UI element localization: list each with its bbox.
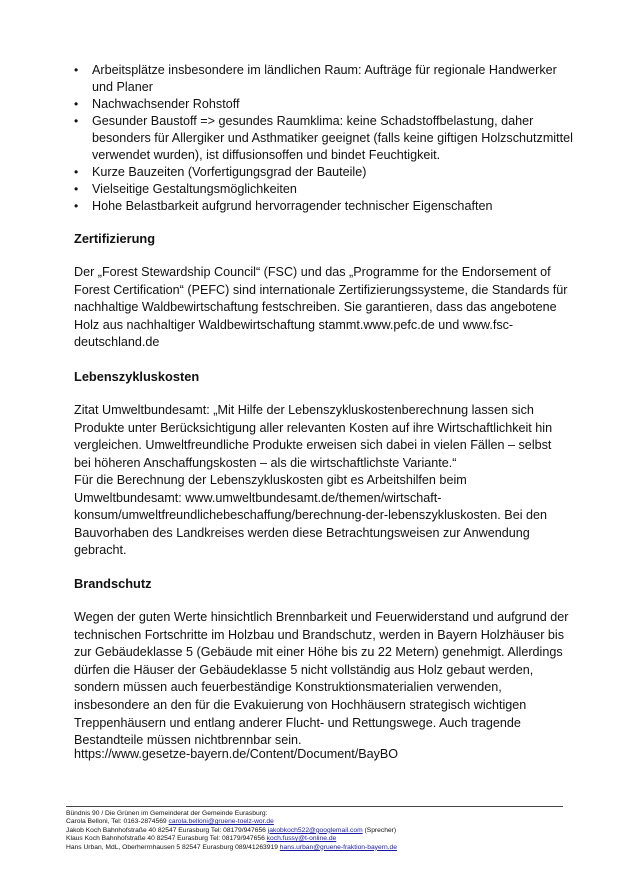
heading-zertifizierung: Zertifizierung (74, 231, 156, 246)
list-item-text: Kurze Bauzeiten (Vorfertigungsgrad der Bauteile) (92, 165, 367, 179)
brandschutz-url[interactable]: https://www.gesetze-bayern.de/Content/Document/BayBO (74, 747, 399, 761)
bullet-icon: • (74, 165, 79, 179)
bullet-icon: • (74, 199, 79, 213)
footer-contact-line: Hans Urban, MdL, Oberherrnhausen 5 82547 Eurasburg 089/41263919 hans.urban@gruene-fraktion-bayern.de (66, 843, 397, 851)
bullet-icon: • (74, 97, 79, 111)
email-link[interactable]: hans.urban@gruene-fraktion-bayern.de (279, 843, 397, 851)
list-item (74, 164, 574, 181)
footer-divider (66, 806, 563, 807)
list-item-text: Gesunder Baustoff => gesundes Raumklima: keine Schadstoffbelastung, daher besonders für Allergiker und Asthmatiker geeignet (falls keine giftigen Holzschutzmittel verwendet wurden), ist diffusionsoffen und bindet Feuchtigkeit. (92, 114, 573, 162)
bullet-icon: • (74, 182, 79, 196)
paragraph-zertifizierung: Der „Forest Stewardship Council“ (FSC) und das „Programme for the Endorsement of Forest Certification“ (PEFC) sind internationale Zertifizierungssysteme, die Standards für nachhaltige Waldbewirtschaftung festschreiben. Sie garantieren, dass das angebotene Holz aus nachhaltiger Waldbewirtschaftung stammt.www.pefc.de und www.fsc-deutschland.de (74, 265, 568, 350)
paragraph-lebenszykluskosten-tools: Für die Berechnung der Lebenszykluskosten gibt es Arbeitshilfen beim Umweltbundesamt: www.umweltbundesamt.de/themen/wirtschaft-konsum/umweltfreundlichebeschaffung/berechnung-der-lebenszykluskosten. Bei den Bauvorhaben des Landkreises werden diese Betrachtungsweisen zur Anwendung gebracht. (74, 473, 548, 558)
footer-contact-line: Carola Belloni, Tel: 0163-2874569 carola.belloni@gruene-toelz-wor.de (66, 818, 274, 826)
list-item-text: Hohe Belastbarkeit aufgrund hervorragender technischer Eigenschaften (92, 199, 493, 213)
list-item-text: Nachwachsender Rohstoff (92, 97, 240, 111)
email-link[interactable]: carola.belloni@gruene-toelz-wor.de (168, 818, 274, 826)
footer-title: Bündnis 90 / Die Grünen im Gemeinderat der Gemeinde Eurasburg: (66, 810, 268, 817)
bullet-icon: • (74, 63, 79, 77)
list-item (74, 181, 574, 198)
email-link[interactable]: jakobkoch522@googlemail.com (267, 826, 363, 834)
email-link[interactable]: koch.fussy@t-online.de (266, 835, 337, 843)
heading-lebenszykluskosten: Lebenszykluskosten (74, 369, 200, 384)
list-item (74, 198, 574, 215)
paragraph-brandschutz: Wegen der guten Werte hinsichtlich Brennbarkeit und Feuerwiderstand und aufgrund der technischen Fortschritte im Holzbau und Brandschutz, werden in Bayern Holzhäuser bis zur Gebäudeklasse 5 (Gebäude mit einer Höhe bis zu 22 Metern) genehmigt. Allerdings dürfen die Häuser der Gebäudeklasse 5 nicht vollständig aus Holz gebaut werden, sondern müssen auch feuerbeständige Konstruktionsmaterialien verwenden, insbesondere an den für die Evakuierung von Hochhäusern strategisch wichtigen Treppenhäusern und entlang anderer Flucht- und Rettungswege. Auch tragende Bestandteile müssen nichtbrennbar sein. (74, 610, 569, 748)
list-item (74, 62, 574, 96)
heading-brandschutz: Brandschutz (74, 576, 152, 591)
bullet-icon: • (74, 114, 79, 128)
footer (66, 810, 586, 852)
footer-contact-line: Klaus Koch Bahnhofstraße 40 82547 Eurasburg Tel: 08179/947656 koch.fussy@t-online.de (66, 835, 337, 843)
list-item (74, 113, 574, 164)
footer-contact-line: Jakob Koch Bahnhofstraße 40 82547 Eurasburg Tel: 08179/947656 jakobkoch522@googlemail.com (Sprecher) (66, 826, 397, 834)
list-item (74, 96, 574, 113)
paragraph-lebenszykluskosten-quote: Zitat Umweltbundesamt: „Mit Hilfe der Lebenszykluskostenberechnung lassen sich Produkte unter Berücksichtigung aller relevanten Kosten auf ihre Wirtschaftlichkeit hin vergleichen. Umweltfreundliche Produkte erweisen sich dabei in vielen Fällen – selbst bei höheren Anschaffungskosten – als die wirtschaftlichste Variante.“ (74, 403, 553, 470)
benefits-list (74, 62, 574, 215)
list-item-text: Vielseitige Gestaltungsmöglichkeiten (92, 182, 297, 196)
list-item-text: Arbeitsplätze insbesondere im ländlichen Raum: Aufträge für regionale Handwerker und Planer (92, 63, 557, 94)
